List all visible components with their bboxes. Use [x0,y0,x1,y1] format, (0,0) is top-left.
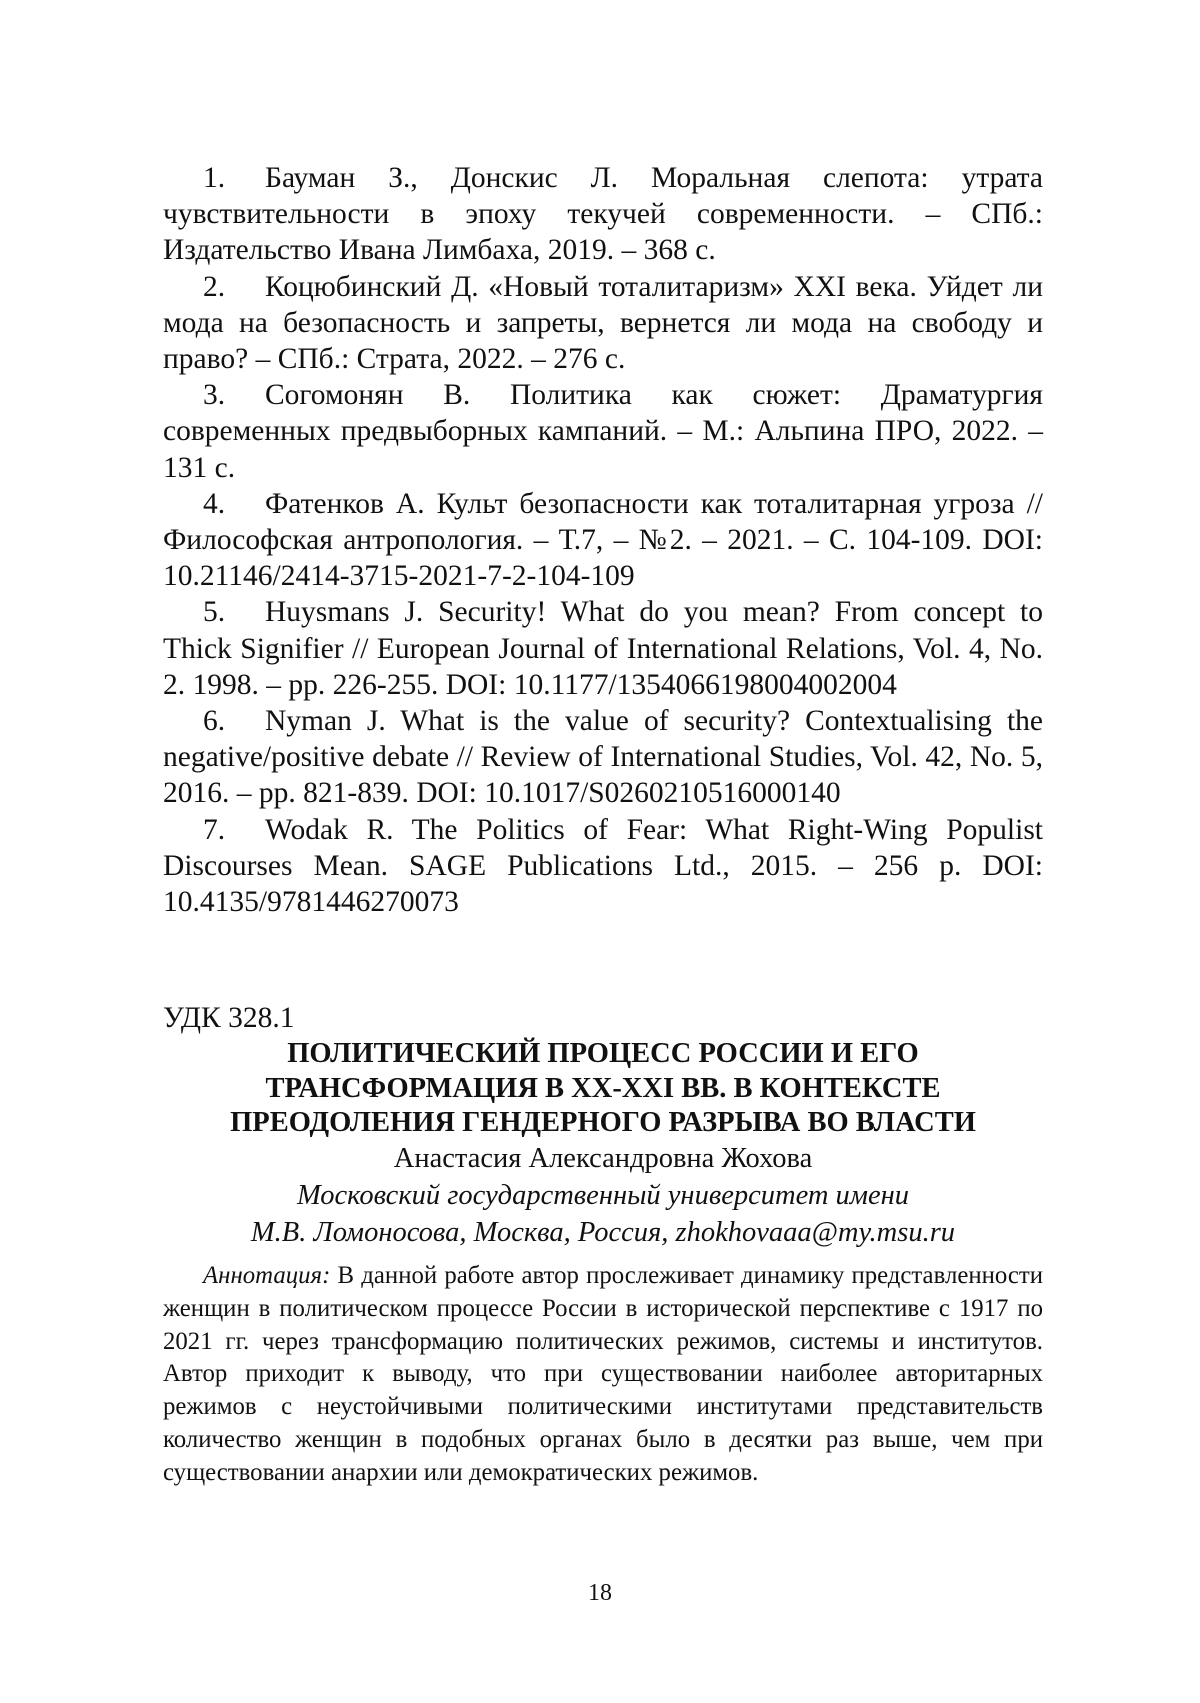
author-affiliation: Московский государственный университет имени [163,1177,1043,1214]
reference-item [163,812,1043,921]
reference-item [163,486,1043,595]
abstract-label: Аннотация: [203,1262,330,1289]
reference-text: Фатенков А. Культ безопасности как тоталитарная угроза // Философская антропология. – Т.7, – №2. – 2021. – С. 104-109. DOI: 10.21146/2414-3715-2021-7-2-104-109 [163,488,1043,592]
reference-item [163,703,1043,812]
reference-item [163,160,1043,269]
reference-number: 6. [203,703,265,739]
reference-number: 4. [203,486,265,522]
reference-item [163,377,1043,486]
reference-text: Wodak R. The Politics of Fear: What Right-Wing Populist Discourses Mean. SAGE Publications Ltd., 2015. – 256 p. DOI: 10.4135/9781446270073 [163,814,1043,918]
article-author: Анастасия Александровна Жохова [163,1141,1043,1177]
reference-number: 1. [203,160,265,196]
reference-item [163,269,1043,378]
reference-text: Huysmans J. Security! What do you mean? From concept to Thick Signifier // European Journal of International Relations, Vol. 4, No. 2. 1998. – pp. 226-255. DOI: 10.1177/1354066198004002004 [163,596,1043,700]
reference-text: Nyman J. What is the value of security? Contextualising the negative/positive debate // Review of International Studies, Vol. 42, No. 5, 2016. – pp. 821-839. DOI: 10.1017/S0260210516000140 [163,705,1043,809]
reference-text: Коцюбинский Д. «Новый тоталитаризм» XXI века. Уйдет ли мода на безопасность и запреты, вернется ли мода на свободу и право? – СПб.: Страта, 2022. – 276 с. [163,271,1043,375]
reference-text: Согомонян В. Политика как сюжет: Драматургия современных предвыборных кампаний. – М.: Альпина ПРО, 2022. – 131 с. [163,379,1043,483]
reference-number: 5. [203,594,265,630]
page-number: 18 [0,1578,1200,1608]
abstract-text: В данной работе автор прослеживает динамику представленности женщин в политическом процессе России в исторической перспективе с 1917 по 2021 гг. через трансформацию политических режимов, системы и институтов. Автор приходит к выводу, что при существовании наиболее авторитарных режимов с неустойчивыми политическими институтами представительств количество женщин в подобных органах было в десятки раз выше, чем при существовании анархии или демократических режимов. [163,1262,1043,1486]
article-header [163,1037,1043,1251]
reference-text: Бауман З., Донскис Л. Моральная слепота: утрата чувствительности в эпоху текучей современности. – СПб.: Издательство Ивана Лимбаха, 2019. – 368 с. [163,162,1043,266]
article-title-line: ПОЛИТИЧЕСКИЙ ПРОЦЕСС РОССИИ И ЕГО [163,1037,1043,1072]
author-affiliation-contact: М.В. Ломоносова, Москва, Россия, zhokhovaaa@my.msu.ru [163,1214,1043,1251]
reference-number: 3. [203,377,265,413]
article-abstract [163,1260,1043,1490]
reference-number: 7. [203,812,265,848]
page-content [163,160,1043,920]
article-title-line: ТРАНСФОРМАЦИЯ В XX-XXI ВВ. В КОНТЕКСТЕ [163,1072,1043,1107]
article-title-line: ПРЕОДОЛЕНИЯ ГЕНДЕРНОГО РАЗРЫВА ВО ВЛАСТИ [163,1106,1043,1141]
reference-list [163,160,1043,920]
reference-number: 2. [203,269,265,305]
reference-item [163,594,1043,703]
udk-code: УДК 328.1 [163,1000,294,1036]
